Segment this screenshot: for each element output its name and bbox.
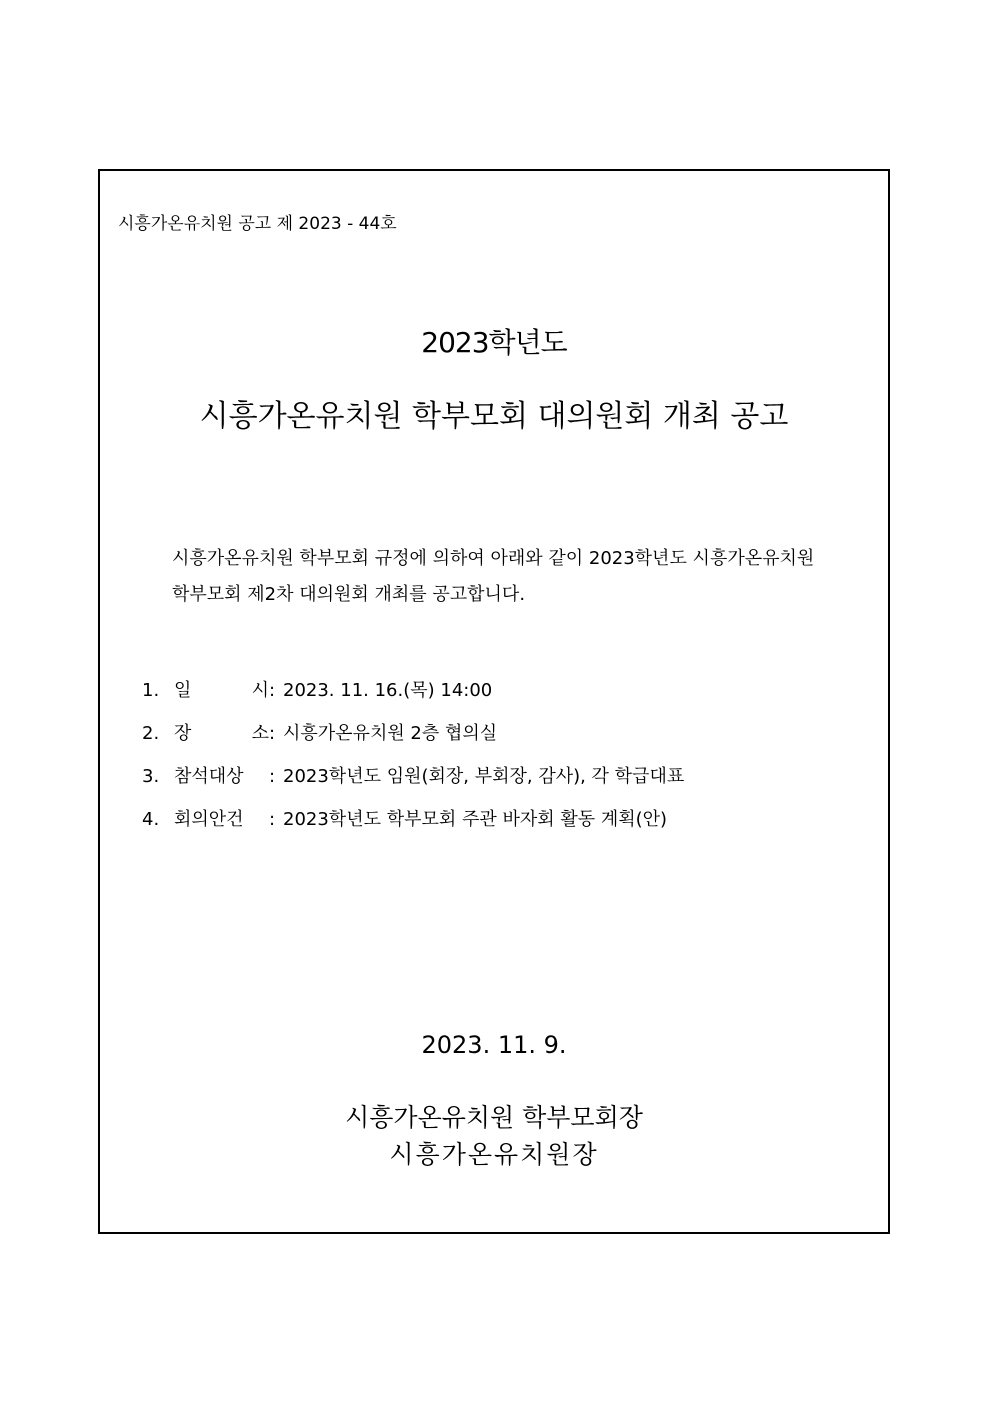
item-label: 참석대상 <box>174 766 244 787</box>
item-number: 2. <box>142 723 160 744</box>
intro-paragraph <box>172 541 814 613</box>
intro-line-2: 학부모회 제2차 대의원회 개최를 공고합니다. <box>172 584 526 605</box>
item-label: 장 소 <box>174 723 269 744</box>
item-value: 시흥가온유치원 2층 협의실 <box>283 723 498 744</box>
intro-line-1: 시흥가온유치원 학부모회 규정에 의하여 아래와 같이 2023학년도 시흥가온유치원 <box>172 548 815 569</box>
item-colon: : <box>269 723 276 744</box>
notice-date: 2023. 11. 9. <box>421 1031 567 1059</box>
notice-document <box>98 169 890 1234</box>
item-colon: : <box>269 766 276 787</box>
item-colon: : <box>269 809 276 830</box>
item-value: 2023. 11. 16.(목) 14:00 <box>283 680 493 701</box>
detail-item-attendees <box>142 755 684 798</box>
item-number: 1. <box>142 680 160 701</box>
issuer-kindergarten-director: 시흥가온유치원장 <box>389 1140 599 1169</box>
item-value: 2023학년도 학부모회 주관 바자회 활동 계획(안) <box>283 809 668 830</box>
detail-item-location <box>142 712 684 755</box>
item-label: 일 시 <box>174 680 269 701</box>
detail-list <box>142 669 684 841</box>
issuer-parent-council-head: 시흥가온유치원 학부모회장 <box>345 1103 643 1132</box>
item-number: 4. <box>142 809 160 830</box>
detail-item-agenda <box>142 798 684 841</box>
item-value: 2023학년도 임원(회장, 부회장, 감사), 각 학급대표 <box>283 766 685 787</box>
title-year: 2023학년도 <box>421 326 567 359</box>
notice-number: 시흥가온유치원 공고 제 2023 - 44호 <box>118 214 397 234</box>
detail-item-schedule <box>142 669 684 712</box>
item-label: 회의안건 <box>174 809 244 830</box>
item-number: 3. <box>142 766 160 787</box>
item-colon: : <box>269 680 276 701</box>
page-title: 시흥가온유치원 학부모회 대의원회 개최 공고 <box>199 399 789 434</box>
